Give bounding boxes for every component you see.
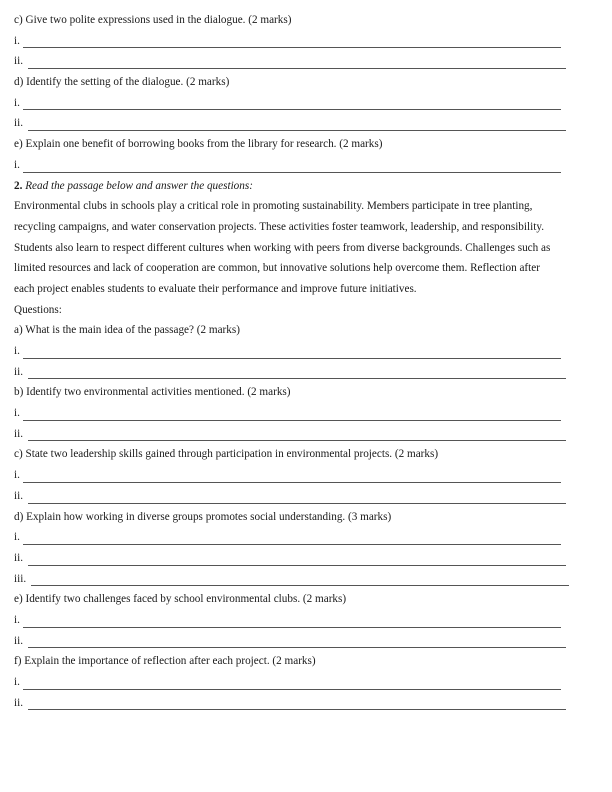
answer-blank[interactable] [28, 551, 566, 566]
section-instruction: Read the passage below and answer the questions: [22, 179, 253, 192]
answer-label: i. [14, 344, 20, 357]
passage-line: limited resources and lack of cooperation are common, but innovative solutions help overcome them. Reflection after [14, 262, 540, 275]
worksheet-page [14, 10, 604, 713]
answer-label: ii. [14, 634, 24, 647]
answer-blank[interactable] [23, 468, 561, 483]
answer-line-row [14, 51, 604, 72]
answer-label: ii. [14, 489, 24, 502]
question-text: b) Identify two environmental activities mentioned. (2 marks) [14, 386, 291, 399]
passage-line: each project enables students to evaluate their performance and improve future initiatives. [14, 282, 417, 295]
question-text: e) Explain one benefit of borrowing books from the library for research. (2 marks) [14, 138, 383, 151]
question-text: c) State two leadership skills gained through participation in environmental projects. (2 marks) [14, 448, 439, 461]
answer-line-row [14, 341, 604, 362]
answer-line-row [14, 93, 604, 114]
answer-label: i. [14, 407, 20, 420]
passage-line: Students also learn to respect different cultures when working with peers from diverse backgrounds. Challenges such as [14, 241, 551, 254]
answer-label: ii. [14, 551, 24, 564]
answer-line-row [14, 569, 604, 590]
answer-label: ii. [14, 117, 24, 130]
answer-blank[interactable] [23, 158, 561, 173]
answer-label: ii. [14, 365, 24, 378]
answer-blank[interactable] [31, 571, 569, 586]
answer-blank[interactable] [28, 489, 566, 504]
answer-blank[interactable] [28, 116, 566, 131]
answer-label: i. [14, 96, 20, 109]
answer-line-row [14, 465, 604, 486]
answer-line-row [14, 672, 604, 693]
question-text: c) Give two polite expressions used in the dialogue. (2 marks) [14, 14, 292, 26]
answer-line-row [14, 31, 604, 52]
answer-label: i. [14, 34, 20, 47]
question-text: d) Explain how working in diverse groups promotes social understanding. (3 marks) [14, 510, 392, 523]
answer-blank[interactable] [28, 426, 566, 441]
answer-blank[interactable] [23, 95, 561, 110]
answer-label: i. [14, 469, 20, 482]
answer-label: i. [14, 613, 20, 626]
answer-blank[interactable] [28, 364, 566, 379]
section-heading [14, 176, 604, 197]
answer-blank[interactable] [23, 406, 561, 421]
answer-blank[interactable] [28, 695, 566, 710]
question-text: a) What is the main idea of the passage? (2 marks) [14, 324, 240, 337]
answer-line-row [14, 486, 604, 507]
answer-line-row [14, 527, 604, 548]
answer-blank[interactable] [23, 344, 561, 359]
section-number: 2. [14, 179, 23, 192]
answer-label: ii. [14, 696, 24, 709]
answer-label: iii. [14, 572, 27, 585]
answer-blank[interactable] [23, 530, 561, 545]
answer-label: i. [14, 158, 20, 171]
question-text: d) Identify the setting of the dialogue. (2 marks) [14, 76, 230, 89]
question-text: e) Identify two challenges faced by school environmental clubs. (2 marks) [14, 593, 347, 606]
answer-line-row [14, 403, 604, 424]
answer-label: ii. [14, 55, 24, 68]
answer-label: ii. [14, 427, 24, 440]
answer-blank[interactable] [23, 613, 561, 628]
answer-line-row [14, 631, 604, 652]
answer-line-row [14, 610, 604, 631]
passage-line: Environmental clubs in schools play a critical role in promoting sustainability. Members participate in tree planting, [14, 200, 533, 213]
answer-blank[interactable] [28, 633, 566, 648]
answer-line-row [14, 548, 604, 569]
answer-label: i. [14, 531, 20, 544]
answer-blank[interactable] [28, 54, 566, 69]
answer-line-row [14, 113, 604, 134]
answer-label: i. [14, 675, 20, 688]
answer-line-row [14, 362, 604, 383]
passage-line: recycling campaigns, and water conservation projects. These activities foster teamwork, leadership, and responsibility. [14, 220, 544, 233]
question-text: Questions: [14, 303, 62, 316]
answer-line-row [14, 693, 604, 714]
answer-line-row [14, 155, 604, 176]
question-text: f) Explain the importance of reflection after each project. (2 marks) [14, 655, 316, 668]
answer-blank[interactable] [23, 33, 561, 48]
answer-line-row [14, 424, 604, 445]
answer-blank[interactable] [23, 675, 561, 690]
